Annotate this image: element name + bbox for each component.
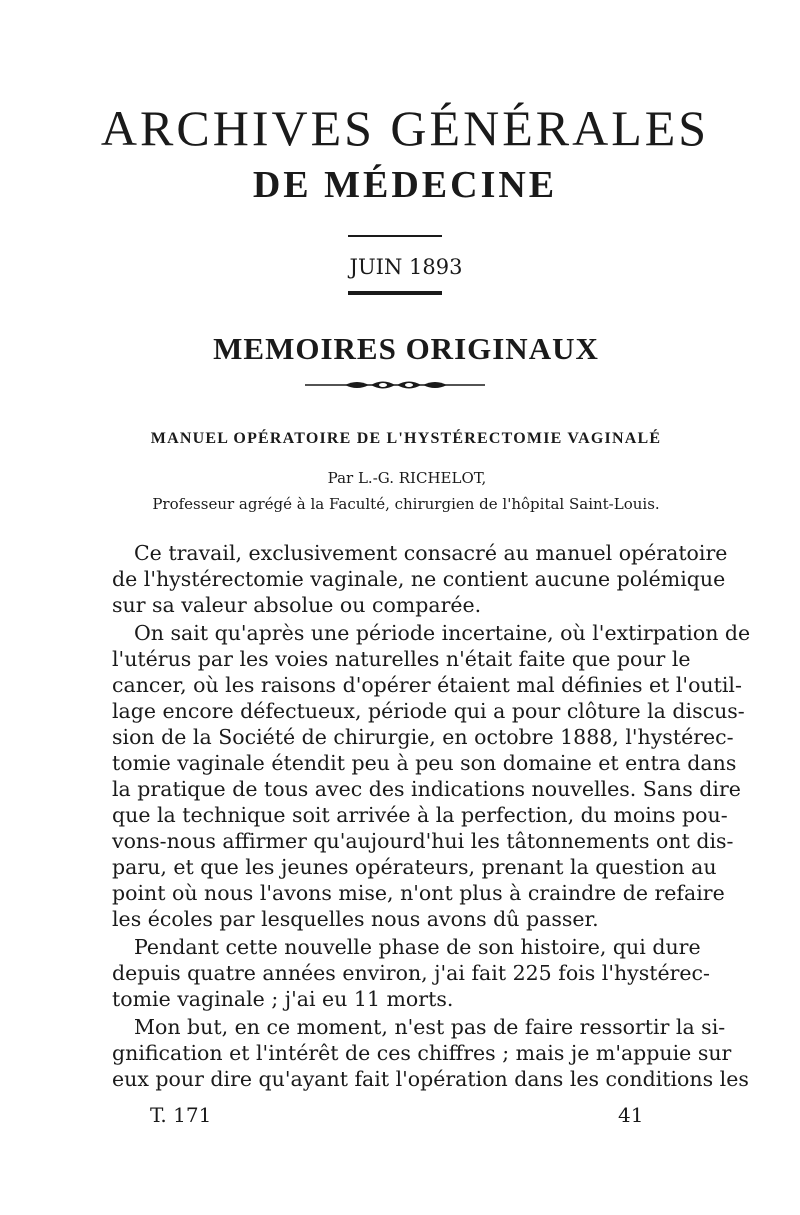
body-line: tomie vaginale ; j'ai eu 11 morts. — [112, 987, 454, 1011]
byline: Par L.-G. RICHELOT, — [327, 469, 487, 487]
body-line: Ce travail, exclusivement consacré au manuel opératoire — [134, 541, 728, 565]
journal-subtitle: DE MÉDECINE — [252, 164, 558, 206]
article-title: MANUEL OPÉRATOIRE DE L'HYSTÉRECTOMIE VAGINALÉ — [150, 430, 662, 447]
body-line: la pratique de tous avec des indications nouvelles. Sans dire — [112, 777, 741, 801]
body-line: Pendant cette nouvelle phase de son histoire, qui dure — [134, 935, 701, 959]
body-line: paru, et que les jeunes opérateurs, prenant la question au — [112, 855, 717, 879]
issue-date: JUIN 1893 — [349, 255, 463, 279]
body-line: eux pour dire qu'ayant fait l'opération dans les conditions les — [112, 1067, 749, 1091]
body-line: cancer, où les raisons d'opérer étaient mal définies et l'outil- — [112, 673, 742, 697]
body-line: les écoles par lesquelles nous avons dû passer. — [112, 907, 599, 931]
body-line: vons-nous affirmer qu'aujourd'hui les tâtonnements ont dis- — [112, 829, 734, 853]
page-number: 41 — [618, 1103, 644, 1127]
author-affiliation: Professeur agrégé à la Faculté, chirurgien de l'hôpital Saint-Louis. — [152, 495, 660, 513]
divider-bottom — [348, 291, 442, 295]
divider-top — [348, 235, 442, 237]
body-line: tomie vaginale étendit peu à peu son domaine et entra dans — [112, 751, 737, 775]
body-line: depuis quatre années environ, j'ai fait 225 fois l'hystérec- — [112, 961, 710, 985]
body-line: gnification et l'intérêt de ces chiffres ; mais je m'appuie sur — [112, 1041, 732, 1065]
volume-label: T. 171 — [150, 1103, 212, 1127]
body-line: sion de la Société de chirurgie, en octobre 1888, l'hystérec- — [112, 725, 734, 749]
section-title: MEMOIRES ORIGINAUX — [213, 331, 599, 366]
body-line: de l'hystérectomie vaginale, ne contient aucune polémique — [112, 567, 726, 591]
body-line: sur sa valeur absolue ou comparée. — [112, 593, 482, 617]
body-line: On sait qu'après une période incertaine, où l'extirpation de — [134, 621, 751, 645]
journal-title: ARCHIVES GÉNÉRALES — [100, 100, 710, 156]
ornament-divider — [305, 378, 485, 392]
body-line: Mon but, en ce moment, n'est pas de faire ressortir la si- — [134, 1015, 726, 1039]
body-line: l'utérus par les voies naturelles n'était faite que pour le — [112, 647, 691, 671]
body-line: point où nous l'avons mise, n'ont plus à craindre de refaire — [112, 881, 725, 905]
body-line: lage encore défectueux, période qui a pour clôture la discus- — [112, 699, 745, 723]
body-line: que la technique soit arrivée à la perfection, du moins pou- — [112, 803, 728, 827]
